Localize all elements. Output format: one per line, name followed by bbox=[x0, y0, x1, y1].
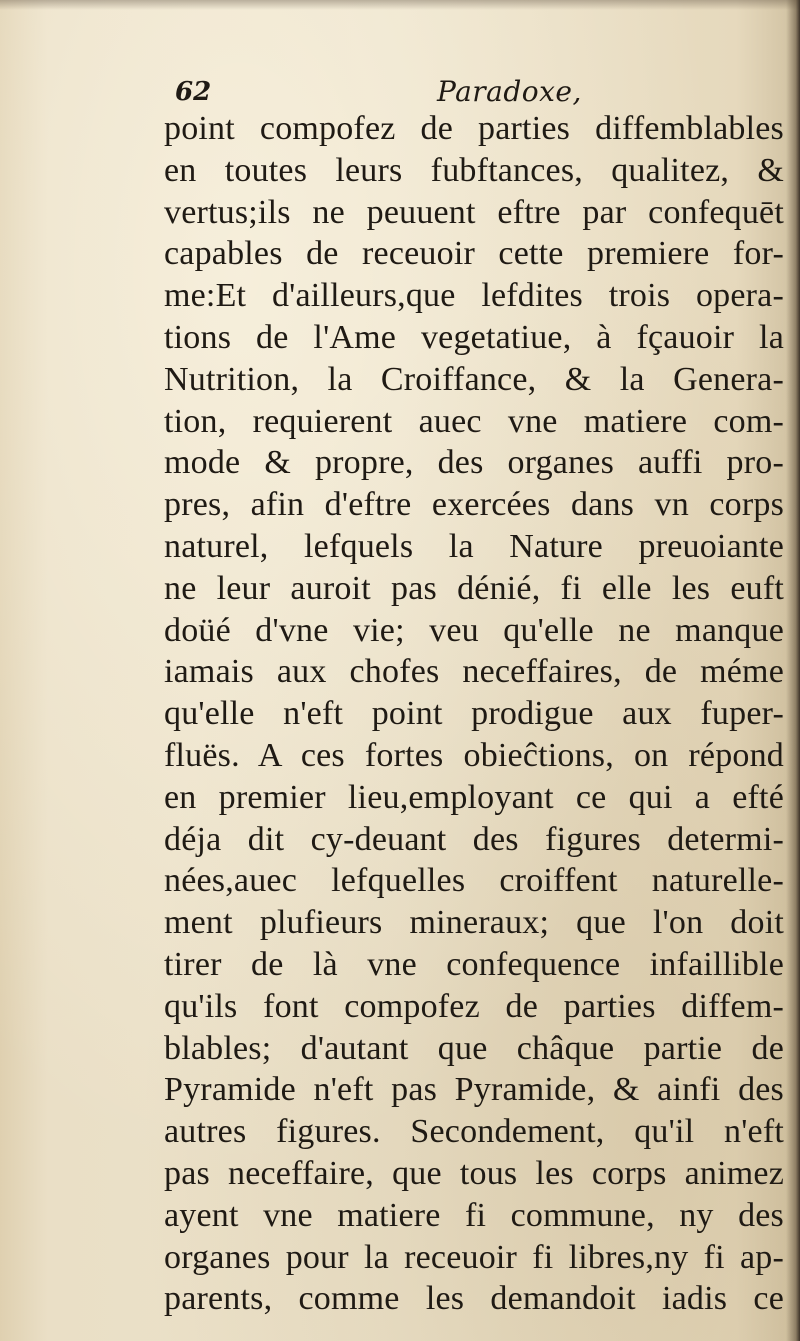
text-line: capables de receuoir cette premiere for- bbox=[164, 235, 784, 273]
text-line: pas neceffaire, que tous les corps animez bbox=[164, 1154, 784, 1192]
text-line: pres, afin d'eftre exercées dans vn corps bbox=[164, 486, 784, 524]
text-line: Nutrition, la Croiffance, & la Genera- bbox=[164, 360, 784, 398]
text-line: doüé d'vne vie; veu qu'elle ne manque bbox=[164, 611, 784, 649]
text-line: en premier lieu,employant ce qui a efté bbox=[164, 778, 784, 816]
text-line: ne leur auroit pas dénié, fi elle les euft bbox=[164, 569, 784, 607]
text-line: fluës. A ces fortes obieĉtions, on répond bbox=[164, 736, 784, 774]
text-line: autres figures. Secondement, qu'il n'eft bbox=[164, 1113, 784, 1151]
text-line: blables; d'autant que châque partie de bbox=[164, 1029, 784, 1067]
running-head: Paradoxe, bbox=[437, 75, 582, 108]
text-line: en toutes leurs fubftances, qualitez, & bbox=[164, 151, 784, 189]
text-line: tion, requierent auec vne matiere com- bbox=[164, 402, 784, 440]
page-number: 62 bbox=[175, 77, 212, 107]
text-line: déja dit cy-deuant des figures determi- bbox=[164, 820, 784, 858]
text-line: vertus;ils ne peuuent eftre par confequēt bbox=[164, 193, 784, 231]
text-line: Pyramide n'eft pas Pyramide, & ainfi des bbox=[164, 1071, 784, 1109]
text-line: point compofez de parties diffemblables bbox=[164, 110, 784, 147]
body-text bbox=[164, 108, 784, 1320]
text-line: ment plufieurs mineraux; que l'on doit bbox=[164, 904, 784, 942]
text-line: mode & propre, des organes auffi pro- bbox=[164, 444, 784, 482]
text-line: qu'elle n'eft point prodigue aux fuper- bbox=[164, 695, 784, 733]
text-line: ayent vne matiere fi commune, ny des bbox=[164, 1196, 784, 1234]
text-line: organes pour la receuoir fi libres,ny fi ap- bbox=[164, 1238, 784, 1276]
text-line: tirer de là vne confequence infaillible bbox=[164, 945, 784, 983]
text-line: iamais aux chofes neceffaires, de méme bbox=[164, 653, 784, 691]
text-line: me:Et d'ailleurs,que lefdites trois opera- bbox=[164, 277, 784, 315]
page-gutter-edge bbox=[786, 0, 800, 1341]
text-line: nées,auec lefquelles croiffent naturelle- bbox=[164, 862, 784, 900]
page-top-shadow bbox=[0, 0, 800, 10]
text-line: qu'ils font compofez de parties diffem- bbox=[164, 987, 784, 1025]
text-line: naturel, lefquels la Nature preuoiante bbox=[164, 527, 784, 565]
text-line: parents, comme les demandoit iadis ce bbox=[164, 1280, 784, 1318]
text-line: tions de l'Ame vegetatiue, à fçauoir la bbox=[164, 318, 784, 356]
page-header bbox=[175, 72, 775, 112]
